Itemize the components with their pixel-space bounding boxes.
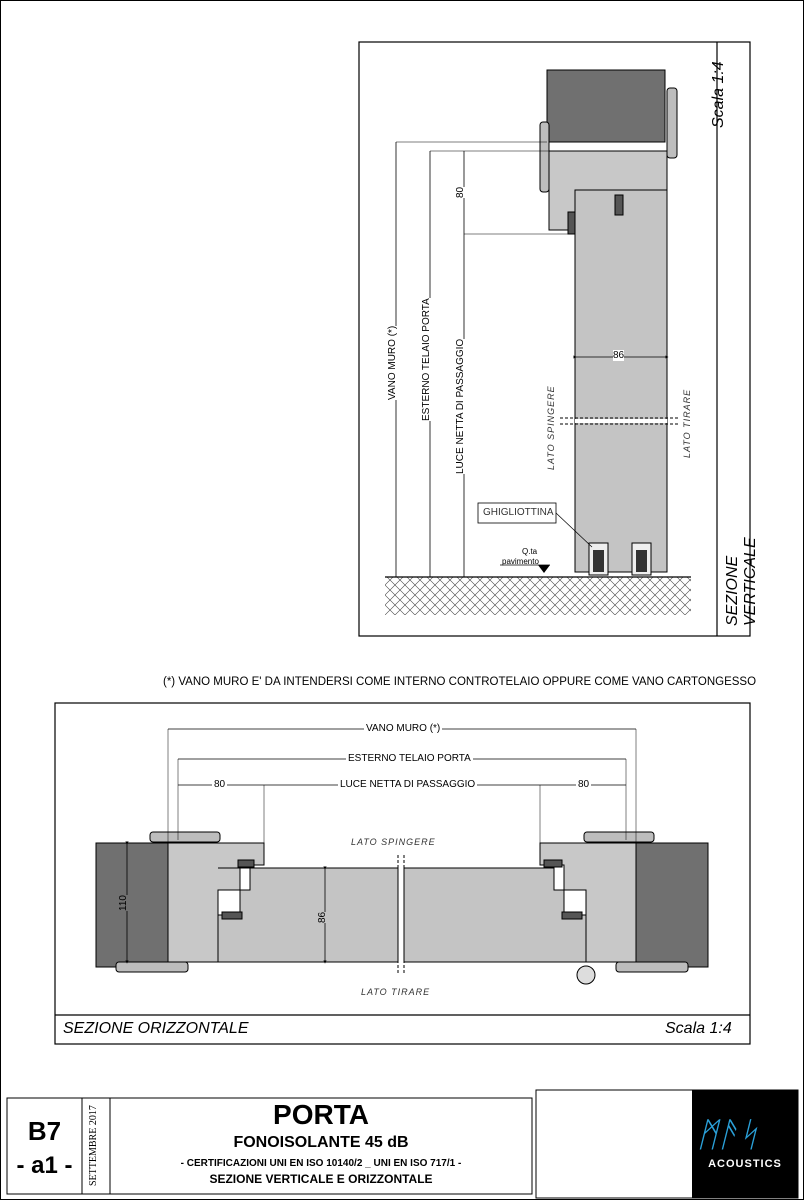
h-dim-80-left: 80 bbox=[214, 779, 226, 790]
frame-cover-right bbox=[667, 88, 677, 158]
door-leaf-left bbox=[218, 868, 398, 962]
left-wall bbox=[96, 843, 168, 967]
v-dim-80: 80 bbox=[455, 186, 466, 198]
floor-hatch bbox=[385, 577, 691, 615]
drawing-code: B7 bbox=[27, 1116, 62, 1146]
ghigliottina-label: GHIGLIOTTINA bbox=[483, 507, 554, 518]
upper-wall bbox=[547, 70, 665, 142]
drawing-title: PORTA bbox=[273, 1099, 369, 1130]
v-dim-vano-muro: VANO MURO (*) bbox=[387, 325, 398, 400]
horizontal-section-title: SEZIONE ORIZZONTALE bbox=[63, 1020, 249, 1037]
logo-text: ACOUSTICS bbox=[708, 1158, 782, 1170]
v-dim-luce-netta: LUCE NETTA DI PASSAGGIO bbox=[455, 338, 466, 474]
qta-label: Q.ta bbox=[522, 547, 538, 556]
drawing-sections: SEZIONE VERTICALE E ORIZZONTALE bbox=[209, 1172, 433, 1186]
h-dim-vano-muro: VANO MURO (*) bbox=[366, 723, 441, 734]
vano-muro-note: (*) VANO MURO E' DA INTENDERSI COME INTERNO CONTROTELAIO OPPURE COME VANO CARTONGESSO bbox=[163, 676, 757, 688]
h-dim-luce-netta: LUCE NETTA DI PASSAGGIO bbox=[340, 779, 476, 790]
v-dim-esterno-telaio: ESTERNO TELAIO PORTA bbox=[421, 298, 432, 421]
vertical-section-panel bbox=[359, 42, 750, 636]
frame-cover-left bbox=[540, 122, 549, 192]
drawing-subtitle: FONOISOLANTE 45 dB bbox=[233, 1134, 409, 1151]
gasket bbox=[568, 212, 575, 234]
v-lato-tirare: LATO TIRARE bbox=[682, 388, 692, 458]
drawing-certs: - CERTIFICAZIONI UNI EN ISO 10140/2 _ UNI EN ISO 717/1 - bbox=[180, 1158, 462, 1169]
vertical-scale-label: Scala 1:4 bbox=[710, 61, 727, 128]
h-dim-110: 110 bbox=[118, 895, 129, 911]
v-dim-86: 86 bbox=[613, 350, 625, 361]
horizontal-scale-label: Scala 1:4 bbox=[665, 1020, 732, 1037]
gasket bbox=[222, 912, 242, 919]
gasket bbox=[562, 912, 582, 919]
vertical-section-title: SEZIONE VERTICALE bbox=[724, 537, 759, 626]
drawing-subcode: - a1 - bbox=[16, 1152, 73, 1179]
door-leaf-right bbox=[404, 868, 586, 962]
gasket bbox=[238, 860, 254, 867]
gasket bbox=[544, 860, 562, 867]
h-dim-86: 86 bbox=[317, 911, 328, 923]
h-dim-esterno-telaio: ESTERNO TELAIO PORTA bbox=[348, 753, 471, 764]
hinge-icon bbox=[577, 966, 595, 984]
pavimento-label: pavimento bbox=[502, 557, 539, 566]
drawing-date: SETTEMBRE 2017 bbox=[88, 1105, 99, 1186]
h-lato-tirare: LATO TIRARE bbox=[361, 987, 431, 997]
logo-mark: ᛗᚫᛋ bbox=[697, 1117, 759, 1154]
door-leaf-vertical bbox=[570, 190, 667, 572]
right-wall bbox=[636, 843, 708, 967]
h-lato-spingere: LATO SPINGERE bbox=[351, 837, 436, 847]
gasket bbox=[615, 195, 623, 215]
h-dim-80-right: 80 bbox=[578, 779, 590, 790]
v-lato-spingere: LATO SPINGERE bbox=[546, 385, 556, 470]
